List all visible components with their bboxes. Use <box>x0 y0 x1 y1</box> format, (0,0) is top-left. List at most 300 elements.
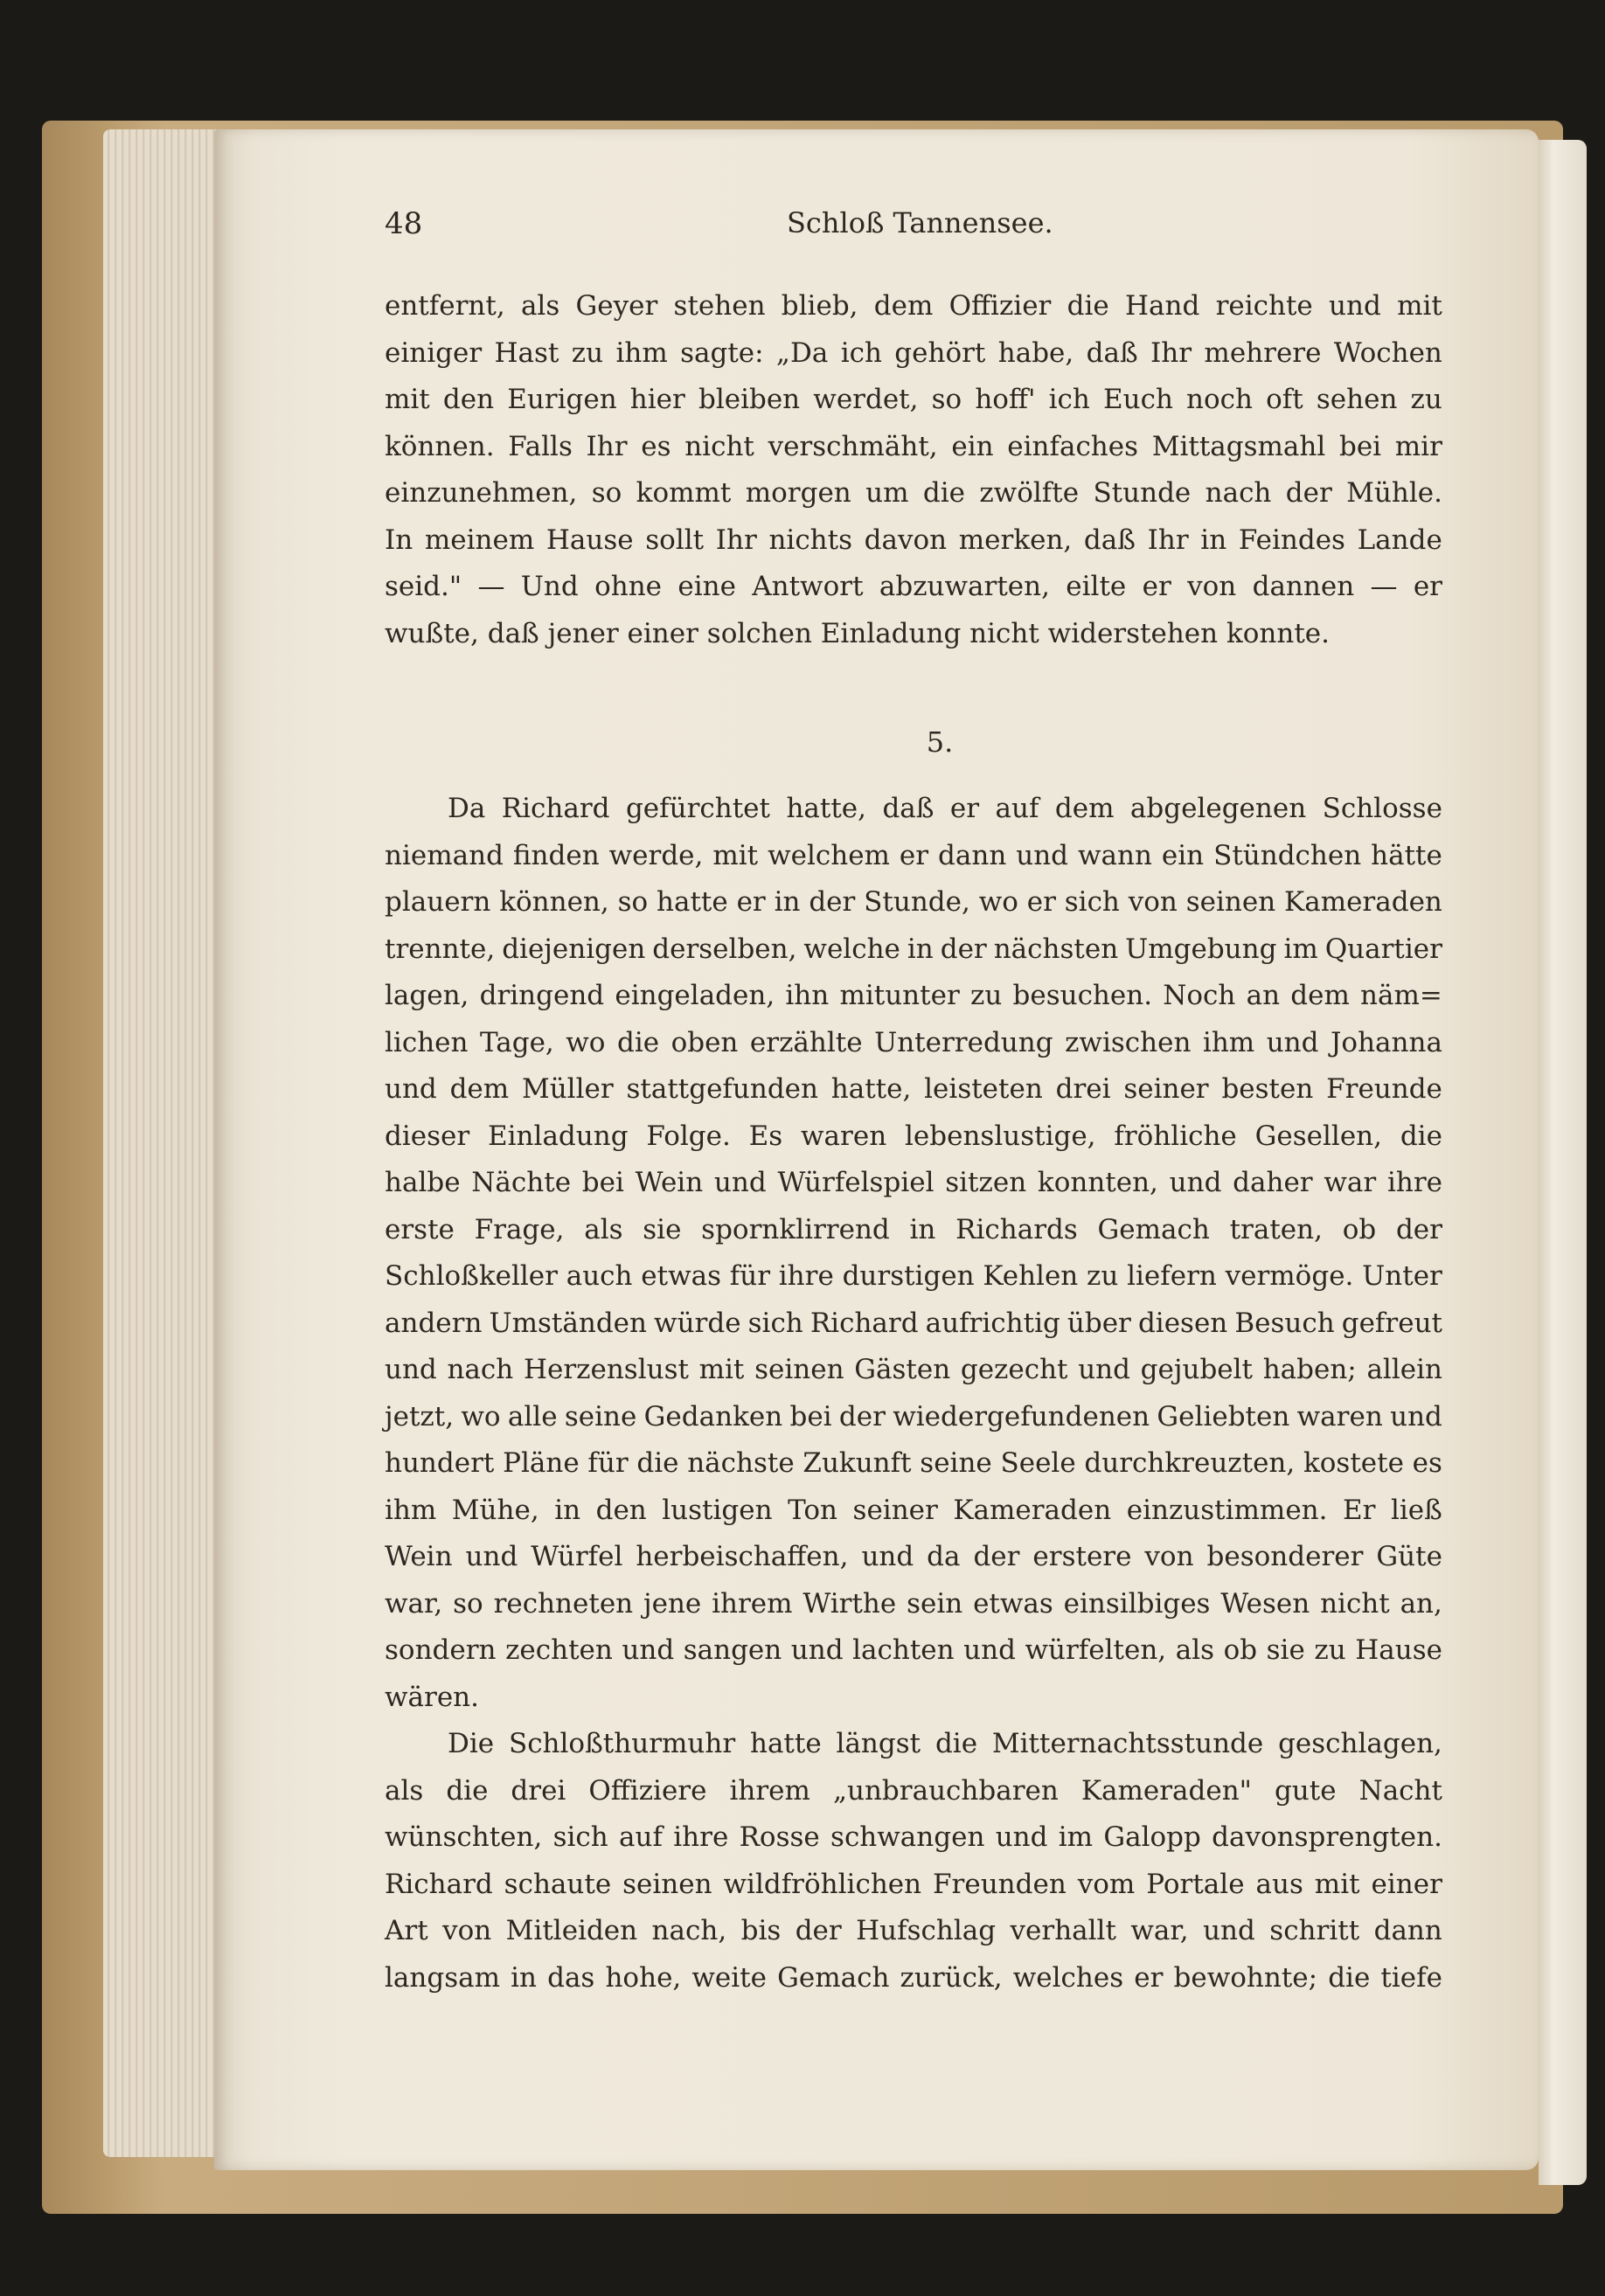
text-line <box>385 377 1442 424</box>
text-line <box>385 564 1442 611</box>
word: oft <box>1266 384 1303 415</box>
word: Gedanken <box>643 1400 783 1432</box>
word: er <box>1142 571 1171 602</box>
word: sollt <box>645 524 705 556</box>
word: In <box>385 524 413 556</box>
word: — <box>1370 571 1398 602</box>
word: diejenigen <box>502 933 646 965</box>
text-line <box>385 1440 1442 1488</box>
word: Herzenslust <box>523 1354 689 1385</box>
word: im <box>1058 1821 1094 1853</box>
word: der <box>940 933 987 965</box>
word: er <box>736 886 766 918</box>
word: nicht <box>1320 1587 1390 1620</box>
word: herbeischaffen, <box>636 1541 849 1572</box>
word: seinen <box>1185 886 1276 918</box>
word: Ton <box>788 1494 838 1526</box>
word: der <box>838 1400 886 1432</box>
word: nach, <box>651 1915 727 1946</box>
word: Hast <box>494 336 559 369</box>
word: mit <box>712 839 759 871</box>
word: Wochen <box>1333 336 1442 369</box>
word: eilte <box>1066 571 1127 602</box>
text-line <box>385 1581 1442 1628</box>
word: und <box>713 1167 767 1198</box>
word: Umständen <box>489 1307 647 1339</box>
word: als <box>385 1774 424 1807</box>
word: Mittagsmahl <box>1151 430 1326 462</box>
text-line <box>385 1113 1442 1161</box>
word: Und <box>520 571 579 602</box>
word: aus <box>1255 1868 1303 1900</box>
word: dann <box>938 839 1007 871</box>
page-text <box>385 206 1442 2001</box>
text-line <box>385 470 1442 517</box>
word: ihre <box>778 1260 834 1292</box>
word: entfernt, <box>385 290 505 322</box>
word: seiner <box>1123 1073 1209 1105</box>
word: Gesellen, <box>1254 1120 1382 1152</box>
word: auf <box>995 793 1039 824</box>
paragraph-2 <box>385 786 1442 1721</box>
word: er <box>899 839 929 871</box>
word: sondern <box>385 1634 497 1666</box>
word: war <box>1324 1167 1377 1198</box>
word: Geyer <box>575 290 658 322</box>
word: sich <box>552 1821 608 1853</box>
word: so <box>453 1587 483 1620</box>
word: Tage, <box>479 1026 554 1058</box>
word: ihrem <box>712 1587 793 1620</box>
word: Kameraden <box>1284 886 1442 918</box>
word: Einladung <box>488 1120 629 1152</box>
word: die <box>446 1774 489 1807</box>
word: Eurigen <box>507 384 617 415</box>
word: geschlagen, <box>1278 1728 1442 1759</box>
text-line <box>385 1908 1442 1955</box>
word: Wein <box>635 1167 704 1198</box>
text-line: wären. <box>385 1681 480 1713</box>
word: Kehlen <box>983 1260 1079 1292</box>
word: nichts <box>768 524 853 556</box>
word: die <box>922 477 965 509</box>
word: Gemach <box>1097 1213 1210 1245</box>
word: mit <box>1314 1868 1360 1900</box>
word: nächsten <box>993 933 1119 965</box>
text-line <box>385 833 1442 880</box>
word: hatte <box>657 886 728 918</box>
word: dem <box>873 290 934 322</box>
word: Gemach <box>777 1961 890 1994</box>
word: Richard <box>501 793 610 824</box>
paragraph-1 <box>385 283 1442 657</box>
word: — <box>477 571 505 602</box>
word: trennte, <box>385 933 496 965</box>
word: bleiben <box>698 384 801 415</box>
word: bewohnte; <box>1173 1961 1318 1994</box>
text-line <box>385 330 1442 378</box>
word: schaute <box>504 1868 612 1900</box>
word: schritt <box>1269 1915 1360 1946</box>
word: einiger <box>385 336 483 369</box>
word: sich <box>1064 886 1120 918</box>
word: Portale <box>1146 1868 1245 1900</box>
word: Die <box>448 1728 495 1759</box>
word: hoff' <box>975 384 1036 415</box>
word: und <box>385 1354 437 1385</box>
word: mit <box>1397 290 1442 322</box>
word: in <box>907 933 934 965</box>
word: seinen <box>622 1868 712 1900</box>
word: die <box>1400 1120 1442 1152</box>
word: ein <box>951 430 994 462</box>
word: bei <box>581 1167 624 1198</box>
word: spornklirrend <box>701 1213 890 1245</box>
page-edges-right <box>1539 140 1587 2185</box>
word: seiner <box>852 1494 938 1526</box>
word: von <box>1128 886 1178 918</box>
word: Müller <box>521 1073 614 1105</box>
word: ob <box>1223 1634 1258 1666</box>
text-line <box>385 283 1442 330</box>
word: in <box>554 1494 581 1526</box>
word: und <box>790 1634 844 1666</box>
text-line <box>385 517 1442 565</box>
word: lagen, <box>385 980 469 1011</box>
text-line <box>385 1627 1442 1675</box>
word: gehört <box>894 336 986 369</box>
word: und <box>1266 1026 1319 1058</box>
word: den <box>442 384 495 415</box>
word: Unter <box>1362 1260 1442 1292</box>
text-line <box>385 1347 1442 1394</box>
word: dem <box>1290 980 1350 1011</box>
text-line <box>385 1534 1442 1581</box>
word: lachten <box>852 1634 955 1666</box>
word: mit <box>698 1354 745 1385</box>
text-line <box>385 1814 1442 1862</box>
word: besuchen. <box>1012 980 1153 1011</box>
word: wildfröhlichen <box>723 1868 922 1900</box>
text-line <box>385 1394 1442 1441</box>
word: um <box>865 477 909 509</box>
word: mit <box>385 384 430 415</box>
word: etwas <box>973 1587 1053 1620</box>
word: bis <box>740 1915 782 1946</box>
word: traten, <box>1229 1213 1323 1245</box>
word: zwölfte <box>979 477 1080 509</box>
word: zechten <box>505 1634 613 1666</box>
word: so <box>617 886 649 918</box>
word: ihre <box>1386 1167 1442 1198</box>
word: zurück, <box>900 1961 1003 1994</box>
word: und <box>861 1541 914 1572</box>
word: Wesen <box>1220 1587 1310 1620</box>
word: Besuch <box>1234 1307 1335 1339</box>
word: welches <box>1012 1961 1124 1994</box>
word: daß <box>882 793 935 824</box>
word: Mühe, <box>451 1494 539 1526</box>
word: und <box>1169 1167 1222 1198</box>
word: mitunter <box>839 980 960 1011</box>
text-line <box>385 1253 1442 1301</box>
word: Frage, <box>474 1213 565 1245</box>
word: habe, <box>997 336 1074 369</box>
section-number: 5. <box>926 725 954 759</box>
word: seine <box>564 1400 637 1432</box>
word: allein <box>1366 1354 1442 1385</box>
word: in <box>511 1961 537 1994</box>
word: war, <box>1130 1915 1189 1946</box>
word: sitzen <box>945 1167 1027 1198</box>
word: lichen <box>385 1026 469 1058</box>
word: an <box>1246 980 1281 1011</box>
word: Freunden <box>933 1868 1067 1900</box>
word: blieb, <box>781 290 858 322</box>
word: Nacht <box>1358 1774 1442 1807</box>
word: Wirthe <box>802 1587 897 1620</box>
word: Folge. <box>646 1120 731 1152</box>
word: stehen <box>673 290 766 322</box>
word: ob <box>1342 1213 1377 1245</box>
text-line <box>385 786 1442 833</box>
word: verhallt <box>1010 1915 1116 1946</box>
word: besonderer <box>1206 1541 1364 1572</box>
word: kommt <box>636 477 732 509</box>
word: drei <box>1055 1073 1111 1105</box>
text-line <box>385 1301 1442 1348</box>
word: von <box>442 1915 492 1946</box>
word: über <box>1067 1307 1131 1339</box>
paragraph-3 <box>385 1721 1442 2001</box>
word: Da <box>448 793 486 824</box>
word: Kameraden" <box>1080 1774 1252 1807</box>
word: gefreut <box>1341 1307 1442 1339</box>
word: Stunde <box>1093 477 1192 509</box>
word: in <box>909 1213 936 1245</box>
word: daß <box>1083 524 1136 556</box>
word: ließ <box>1390 1494 1442 1526</box>
word: einzustimmen. <box>1126 1494 1328 1526</box>
word: drei <box>511 1774 566 1807</box>
word: Richard <box>809 1307 919 1339</box>
word: ihm <box>615 336 668 369</box>
word: durchkreuzten, <box>1084 1447 1296 1479</box>
word: werdet, <box>813 384 919 415</box>
word: sein <box>907 1587 963 1620</box>
word: Ihr <box>1150 336 1192 369</box>
word: von <box>1187 571 1237 602</box>
word: nächste <box>687 1447 795 1479</box>
word: von <box>1144 1541 1194 1572</box>
word: einzunehmen, <box>385 477 578 509</box>
word: hundert <box>385 1447 495 1479</box>
word: haben; <box>1262 1354 1357 1385</box>
word: Würfel <box>531 1541 623 1572</box>
word: wünschten, <box>385 1821 543 1853</box>
word: wann <box>1077 839 1152 871</box>
word: würde <box>654 1307 741 1339</box>
word: dringend <box>479 980 605 1011</box>
word: waren <box>1296 1400 1383 1432</box>
word: etwas <box>641 1260 721 1292</box>
word: hatte, <box>830 1073 912 1105</box>
word: seine <box>920 1447 992 1479</box>
word: oben <box>670 1026 739 1058</box>
word: dieser <box>385 1120 470 1152</box>
word: weite <box>691 1961 767 1994</box>
word: der <box>1395 1213 1442 1245</box>
word: Kameraden <box>953 1494 1112 1526</box>
word: Güte <box>1376 1541 1442 1572</box>
word: Hand <box>1124 290 1200 322</box>
word: erstere <box>1032 1541 1132 1572</box>
word: einer <box>1371 1868 1442 1900</box>
word: stattgefunden <box>626 1073 818 1105</box>
word: hatte, <box>786 793 866 824</box>
word: Pläne <box>503 1447 580 1479</box>
word: ihm <box>1202 1026 1255 1058</box>
word: als <box>584 1213 623 1245</box>
word: Quartier <box>1324 933 1442 965</box>
word: Galopp <box>1103 1821 1201 1853</box>
word: näm= <box>1360 980 1442 1011</box>
word: nach <box>447 1354 514 1385</box>
word: wo <box>461 1400 501 1432</box>
word: reichte <box>1215 290 1313 322</box>
word: konnten, <box>1037 1167 1158 1198</box>
word: nach <box>1205 477 1272 509</box>
word: ich <box>840 336 882 369</box>
word: zu <box>1314 1634 1346 1666</box>
word: als <box>520 290 560 322</box>
word: eine <box>677 571 736 602</box>
word: Hause <box>1355 1634 1442 1666</box>
word: hätte <box>1371 839 1442 871</box>
word: mehrere <box>1204 336 1322 369</box>
word: Mitternachtsstunde <box>991 1728 1264 1759</box>
word: Es <box>748 1120 783 1152</box>
word: würfelten, <box>1025 1634 1167 1666</box>
word: zu <box>969 980 1003 1011</box>
word: besten <box>1221 1073 1314 1105</box>
word: abzuwarten, <box>879 571 1050 602</box>
word: langsam <box>385 1961 500 1994</box>
word: Umgebung <box>1125 933 1277 965</box>
word: und <box>1203 1915 1255 1946</box>
word: waren <box>801 1120 887 1152</box>
word: an, <box>1400 1587 1442 1620</box>
word: und <box>963 1634 1016 1666</box>
word: gejubelt <box>1140 1354 1254 1385</box>
word: tiefe <box>1380 1961 1442 1994</box>
word: Noch <box>1163 980 1236 1011</box>
word: ein <box>1161 839 1205 871</box>
word: die <box>935 1728 978 1759</box>
word: alle <box>507 1400 558 1432</box>
word: Rosse <box>739 1821 820 1853</box>
word: und <box>465 1541 518 1572</box>
word: auch <box>566 1260 633 1292</box>
word: ihm <box>385 1494 437 1526</box>
word: hier <box>629 384 685 415</box>
word: Stunde, <box>864 886 970 918</box>
text-line: wußte, daß jener einer solchen Einladung nicht widerstehen konnte. <box>385 617 1331 649</box>
word: gezecht <box>960 1354 1068 1385</box>
word: zu <box>1410 384 1442 415</box>
word: die <box>1067 290 1109 322</box>
word: zu <box>571 336 604 369</box>
word: Würfelspiel <box>777 1167 935 1198</box>
word: vom <box>1077 1868 1136 1900</box>
word: dem <box>1054 793 1115 824</box>
word: Stündchen <box>1213 839 1362 871</box>
word: aufrichtig <box>925 1307 1060 1339</box>
word: nicht <box>684 430 754 462</box>
word: sich <box>747 1307 803 1339</box>
word: Er <box>1343 1494 1376 1526</box>
page-header <box>385 206 1442 259</box>
word: halbe <box>385 1167 461 1198</box>
word: jetzt, <box>385 1400 455 1432</box>
word: morgen <box>745 477 851 509</box>
word: bei <box>789 1400 832 1432</box>
word: dann <box>1373 1915 1442 1946</box>
word: merken, <box>958 524 1073 556</box>
word: Ihr <box>715 524 757 556</box>
word: sangen <box>683 1634 782 1666</box>
word: sie <box>643 1213 682 1245</box>
word: und <box>1016 839 1069 871</box>
word: Hufschlag <box>856 1915 997 1946</box>
word: Geliebten <box>1157 1400 1290 1432</box>
word: er <box>1413 571 1442 602</box>
word: können. <box>385 430 495 462</box>
word: die <box>636 1447 679 1479</box>
word: erzählte <box>749 1026 863 1058</box>
word: erste <box>385 1213 455 1245</box>
text-line <box>385 1020 1442 1067</box>
word: Schloßthurmuhr <box>508 1728 736 1759</box>
text-line <box>385 926 1442 974</box>
word: andern <box>385 1307 483 1339</box>
word: Gästen <box>854 1354 951 1385</box>
word: meinem <box>424 524 535 556</box>
text-line <box>385 1488 1442 1535</box>
word: das <box>547 1961 595 1994</box>
page-edges-left <box>103 129 226 2157</box>
word: Lande <box>1357 524 1442 556</box>
text-line <box>385 1862 1442 1909</box>
word: leisteten <box>924 1073 1043 1105</box>
word: und <box>385 1073 437 1105</box>
word: den <box>595 1494 647 1526</box>
word: der <box>809 886 856 918</box>
word: Seele <box>1000 1447 1076 1479</box>
word: gefürchtet <box>625 793 770 824</box>
word: im <box>1283 933 1318 965</box>
word: Ihr <box>1147 524 1189 556</box>
page-number: 48 <box>385 206 423 241</box>
word: der <box>973 1541 1020 1572</box>
word: derselben, <box>652 933 797 965</box>
word: und <box>622 1634 675 1666</box>
word: er <box>1134 1961 1164 1994</box>
word: werde, <box>608 839 704 871</box>
word: Falls <box>508 430 573 462</box>
word: der <box>795 1915 842 1946</box>
word: vermöge. <box>1225 1260 1354 1292</box>
